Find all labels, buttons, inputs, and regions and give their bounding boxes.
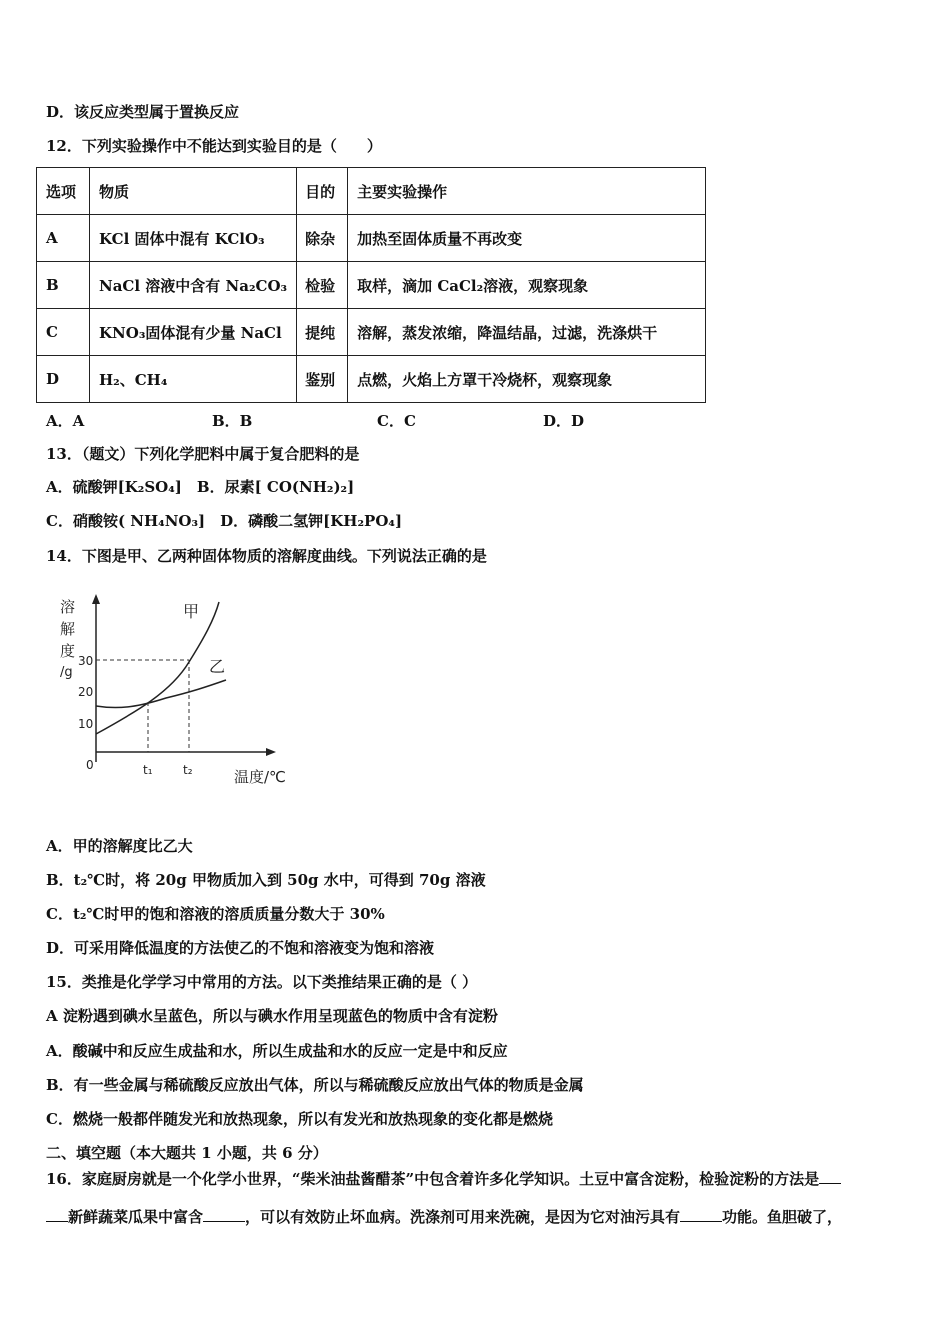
q16-line-1	[46, 1169, 841, 1189]
y-axis-arrow	[92, 594, 100, 604]
q14-option-b: B．t₂℃时，将 20g 甲物质加入到 50g 水中，可得到 70g 溶液	[46, 871, 486, 889]
header-cell: 目的	[297, 168, 348, 215]
solubility-curve-graph	[56, 592, 296, 792]
q16-text-3: ，可以有效防止坏血病。洗涤剂可用来洗碗，是因为它对油污具有	[245, 1208, 681, 1226]
q13-stem: 13．（题文）下列化学肥料中属于复合肥料的是	[46, 445, 360, 463]
q12-table	[36, 167, 706, 403]
q11-option-d: D．该反应类型属于置换反应	[46, 103, 240, 121]
y-label-char: 度	[60, 642, 76, 660]
section-2-heading: 二、填空题（本大题共 1 小题，共 6 分）	[46, 1144, 328, 1162]
q12-option-d: D．D	[543, 412, 585, 430]
y-label-char: /g	[60, 665, 73, 680]
cell-substance: KCl 固体中混有 KClO₃	[90, 215, 297, 262]
cell-purpose: 鉴别	[297, 356, 348, 403]
header-cell: 主要实验操作	[348, 168, 706, 215]
q16-line-2	[46, 1207, 842, 1227]
x-axis-label: 温度/℃	[234, 768, 286, 786]
cell-option: B	[37, 262, 90, 309]
q16-text-1: 16．家庭厨房就是一个化学小世界，“柴米油盐酱醋茶”中包含着许多化学知识。土豆中富含淀粉，检验淀粉的方法是	[46, 1170, 820, 1188]
y-label-char: 解	[60, 620, 76, 638]
y-tick-label: 20	[78, 685, 94, 699]
cell-operation: 加热至固体质量不再改变	[348, 215, 706, 262]
q15-option-c: C．燃烧一般都伴随发光和放热现象，所以有发光和放热现象的变化都是燃烧	[46, 1110, 553, 1128]
curve-jia	[96, 602, 219, 734]
cell-purpose: 除杂	[297, 215, 348, 262]
x-tick-label: t₁	[143, 763, 153, 777]
q12-option-c: C．C	[377, 412, 416, 430]
cell-substance: KNO₃固体混有少量 NaCl	[90, 309, 297, 356]
q15-stem: 15．类推是化学学习中常用的方法。以下类推结果正确的是（ ）	[46, 973, 478, 991]
q16-blank-3[interactable]	[680, 1207, 722, 1222]
cell-operation: 取样，滴加 CaCl₂溶液，观察现象	[348, 262, 706, 309]
q14-stem: 14．下图是甲、乙两种固体物质的溶解度曲线。下列说法正确的是	[46, 547, 487, 565]
x-tick-label: t₂	[183, 763, 193, 777]
q16-blank-1[interactable]	[819, 1169, 841, 1184]
y-tick-label: 10	[78, 717, 94, 731]
cell-substance: NaCl 溶液中含有 Na₂CO₃	[90, 262, 297, 309]
q12-option-a: A．A	[46, 412, 85, 430]
q14-option-c: C．t₂℃时甲的饱和溶液的溶质质量分数大于 30%	[46, 905, 385, 923]
q15-option-b: B．有一些金属与稀硫酸反应放出气体，所以与稀硫酸反应放出气体的物质是金属	[46, 1076, 584, 1094]
table-row	[37, 356, 706, 403]
q16-text-2: 新鲜蔬菜瓜果中富含	[68, 1208, 204, 1226]
q14-option-d: D．可采用降低温度的方法使乙的不饱和溶液变为饱和溶液	[46, 939, 435, 957]
table-header-row	[37, 168, 706, 215]
q16-text-4: 功能。鱼胆破了，	[722, 1208, 843, 1226]
y-label-char: 溶	[60, 598, 76, 616]
cell-purpose: 检验	[297, 262, 348, 309]
origin-label: 0	[86, 758, 94, 772]
q14-option-a: A．甲的溶解度比乙大	[46, 837, 193, 855]
header-cell: 选项	[37, 168, 90, 215]
cell-option: A	[37, 215, 90, 262]
cell-option: C	[37, 309, 90, 356]
table-row	[37, 215, 706, 262]
cell-purpose: 提纯	[297, 309, 348, 356]
table-row	[37, 309, 706, 356]
q15-option-a: A．酸碱中和反应生成盐和水，所以生成盐和水的反应一定是中和反应	[46, 1042, 508, 1060]
q16-blank-1-cont[interactable]	[46, 1207, 68, 1222]
cell-operation: 点燃，火焰上方罩干冷烧杯，观察现象	[348, 356, 706, 403]
cell-option: D	[37, 356, 90, 403]
cell-operation: 溶解，蒸发浓缩，降温结晶，过滤，洗涤烘干	[348, 309, 706, 356]
curve-yi-label: 乙	[209, 657, 226, 676]
q12-option-b: B．B	[212, 412, 253, 430]
table-row	[37, 262, 706, 309]
y-tick-label: 30	[78, 654, 94, 668]
q16-blank-2[interactable]	[203, 1207, 245, 1222]
q15-line-0: A 淀粉遇到碘水呈蓝色，所以与碘水作用呈现蓝色的物质中含有淀粉	[46, 1007, 498, 1025]
q13-options-row1: A．硫酸钾[K₂SO₄] B．尿素[ CO(NH₂)₂]	[46, 478, 355, 496]
q13-options-row2: C．硝酸铵( NH₄NO₃] D．磷酸二氢钾[KH₂PO₄]	[46, 512, 403, 530]
q12-stem: 12．下列实验操作中不能达到实验目的是（ ）	[46, 137, 382, 155]
header-cell: 物质	[90, 168, 297, 215]
cell-substance: H₂、CH₄	[90, 356, 297, 403]
x-axis-arrow	[266, 748, 276, 756]
curve-jia-label: 甲	[183, 602, 200, 621]
